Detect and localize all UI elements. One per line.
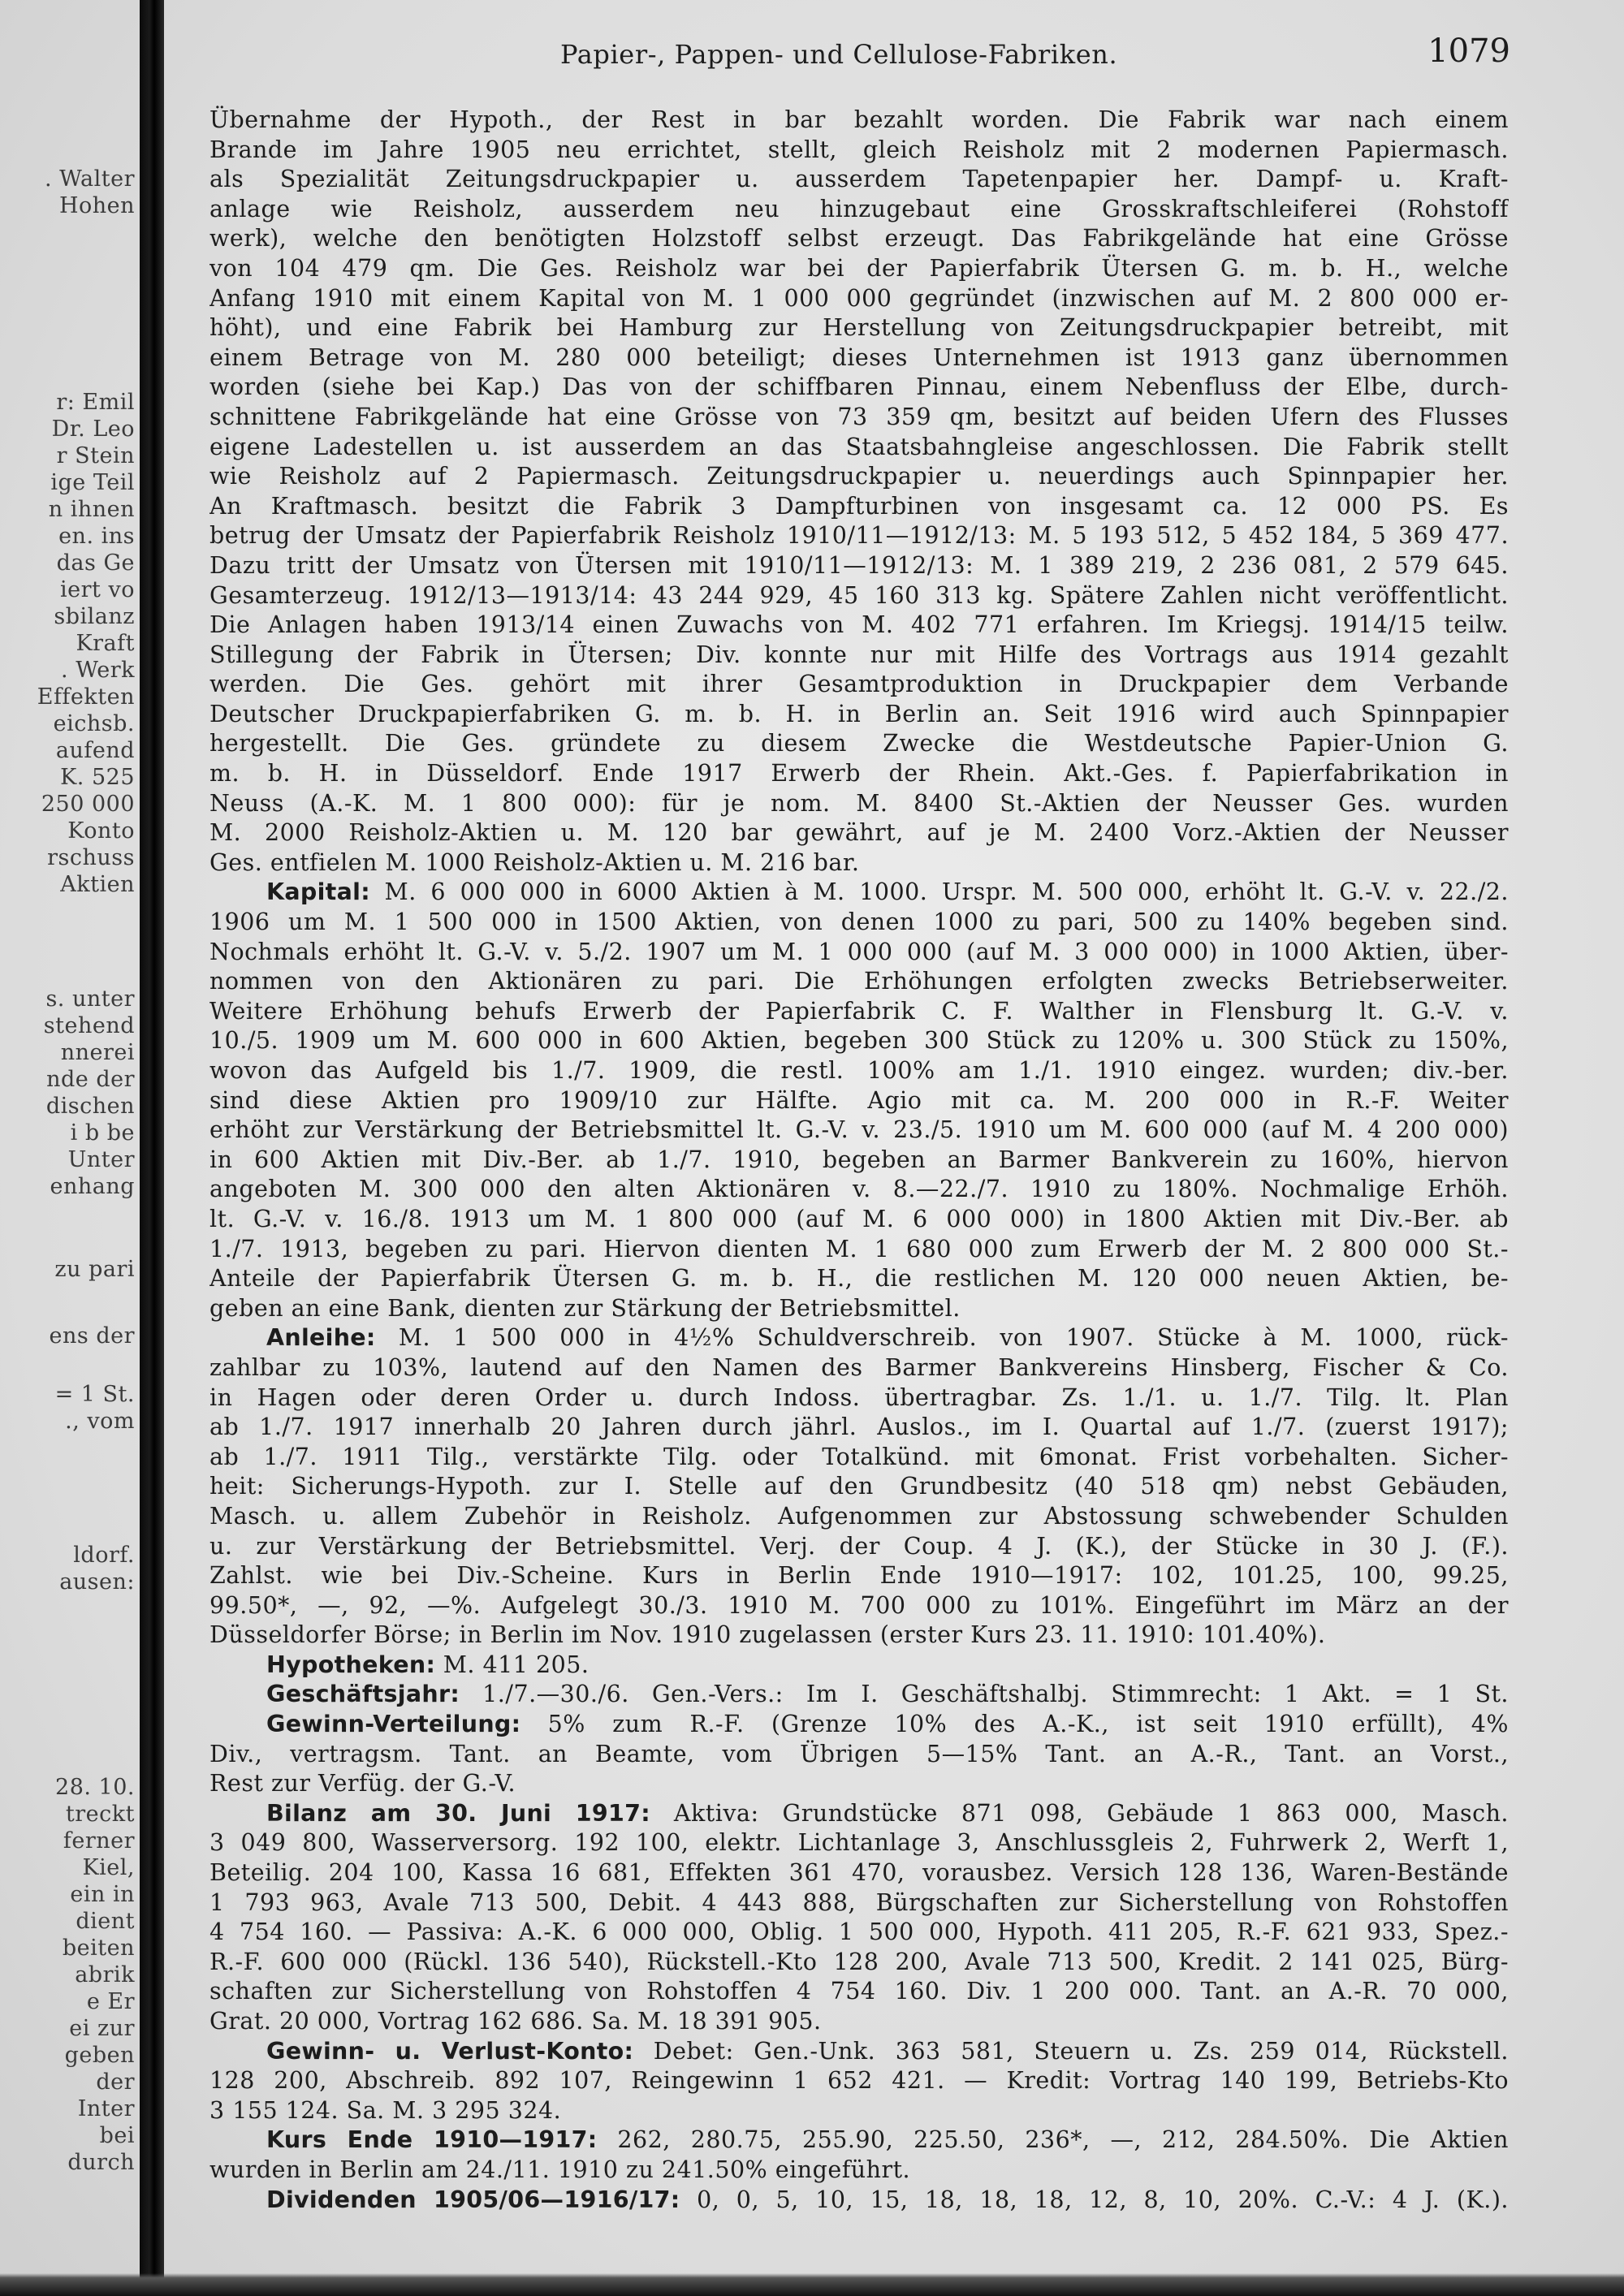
page-number: 1079 [1427,32,1510,70]
line-text: 262, 280.75, 255.90, 225.50, 236*, —, 212, 284.50%. Die Aktien [597,2126,1509,2154]
margin-fragment: i b be [70,1120,135,1146]
text-line [209,908,1509,938]
line-text: Die Anlagen haben 1913/14 einen Zuwachs von M. 402 771 erfahren. Im Kriegsj. 1914/15 teilw. [209,611,1509,639]
line-text: Stillegung der Fabrik in Ütersen; Div. konnte nur mit Hilfe des Vortrags aus 1914 gezahlt [209,641,1509,668]
margin-fragment: ausen: [59,1569,135,1595]
text-line [209,195,1509,225]
margin-fragment: nnerei [60,1040,135,1065]
text-line [209,1561,1509,1591]
margin-fragment: ein in [70,1882,135,1907]
margin-fragment: Hohen [58,193,135,218]
margin-fragment: Konto [67,818,135,844]
line-text: M. 6 000 000 in 6000 Aktien à M. 1000. Urspr. M. 500 000, erhöht lt. G.-V. v. 22./2. [369,878,1509,906]
line-text: 1./7. 1913, begeben zu pari. Hiervon dienten M. 1 680 000 zum Erwerb der M. 2 800 000 St.- [209,1235,1509,1262]
margin-fragment: dient [76,1909,135,1934]
line-text: R.-F. 600 000 (Rückl. 136 540), Rückstell.-Kto 128 200, Avale 713 500, Kredit. 2 141 025, Bürg- [209,1948,1509,1975]
text-line [209,224,1509,254]
text-line [209,1948,1509,1978]
line-text: Beteilig. 204 100, Kassa 16 681, Effekten 361 470, vorausbez. Versich 128 136, Waren-Bestände [209,1859,1509,1887]
section-heading: Kurs Ende 1910—1917: [266,2126,598,2154]
line-text: geben an eine Bank, dienten zur Stärkung der Betriebsmittel. [209,1294,961,1322]
line-text: Übernahme der Hypoth., der Rest in bar bezahlt worden. Die Fabrik war nach einem [209,106,1509,133]
line-text: in Hagen oder deren Order u. durch Indoss. übertragbar. Zs. 1./1. u. 1./7. Tilg. lt. Plan [209,1383,1509,1411]
line-text: Gesamterzeug. 1912/13—1913/14: 43 244 929, 45 160 313 kg. Spätere Zahlen nicht veröffentlicht. [209,581,1509,609]
text-line [209,1532,1509,1562]
line-text: einem Betrage von M. 280 000 beteiligt; dieses Unternehmen ist 1913 ganz übernommen [209,343,1509,371]
text-line [209,462,1509,492]
text-line [209,1116,1509,1146]
text-line [209,611,1509,641]
book-binding-shadow [140,0,164,2296]
margin-fragment: geben [64,2043,135,2068]
text-line [209,106,1509,136]
text-line [209,1769,1509,1799]
text-line [209,1858,1509,1888]
line-text: Anteile der Papierfabrik Ütersen G. m. b. H., die restlichen M. 120 000 neuen Aktien, be- [209,1265,1509,1293]
line-text: betrug der Umsatz der Papierfabrik Reisholz 1910/11—1912/13: M. 5 193 512, 5 452 184, 5 369 477. [209,522,1509,550]
margin-fragment: ., vom [65,1409,135,1434]
margin-fragment: n ihnen [48,497,135,522]
line-text: Weitere Erhöhung behufs Erwerb der Papierfabrik C. F. Walther in Flensburg lt. G.-V. v. [209,997,1509,1025]
line-text: 128 200, Abschreib. 892 107, Reingewinn 1 652 421. — Kredit: Vortrag 140 199, Betriebs-Kto [209,2067,1509,2095]
text-line [209,967,1509,997]
text-line [209,759,1509,789]
line-text: M. 1 500 000 in 4½% Schuldverschreib. von 1907. Stücke à M. 1000, rück- [375,1324,1509,1352]
text-line [209,1086,1509,1116]
line-text: M. 411 205. [435,1651,590,1678]
line-text: ab 1./7. 1911 Tilg., verstärkte Tilg. oder Totalkünd. mit 6monat. Frist vorbehalten. Sicher- [209,1443,1509,1470]
text-line [209,313,1509,343]
margin-fragment: durch [67,2150,135,2175]
line-text: 0, 0, 5, 10, 15, 18, 18, 18, 12, 8, 10, 20%. C.-V.: 4 J. (K.). [680,2186,1509,2213]
text-line [209,670,1509,700]
line-text: Deutscher Druckpapierfabriken G. m. b. H. in Berlin an. Seit 1916 wird auch Spinnpapier [209,700,1509,727]
margin-fragment: K. 525 [60,765,135,790]
text-line [209,848,1509,878]
line-text: nommen von den Aktionären zu pari. Die Erhöhungen erfolgten zwecks Betriebserweiter. [209,968,1509,995]
line-text: wie Reisholz auf 2 Papiermasch. Zeitungsdruckpapier u. neuerdings auch Spinnpapier her. [209,463,1509,490]
margin-fragment: nde der [46,1067,135,1092]
margin-fragment: 28. 10. [55,1775,135,1800]
text-line [209,641,1509,671]
section-heading: Hypotheken: [266,1651,436,1678]
line-text: 4 754 160. — Passiva: A.-K. 6 000 000, Oblig. 1 500 000, Hypoth. 411 205, R.-F. 621 933, Spez.- [209,1918,1509,1946]
text-line [209,1710,1509,1740]
text-line [209,1651,1509,1681]
margin-fragment: bei [99,2123,135,2148]
margin-fragment: Kraft [76,631,135,656]
margin-fragment: ige Teil [50,470,135,495]
text-line [209,492,1509,522]
line-text: 3 155 124. Sa. M. 3 295 324. [209,2096,562,2124]
section-heading: Dividenden 1905/06—1916/17: [266,2186,680,2213]
text-line [209,878,1509,908]
line-text: werden. Die Ges. gehört mit ihrer Gesamtproduktion in Druckpapier dem Verbande [209,671,1509,698]
text-line [209,1888,1509,1918]
line-text: Zahlst. wie bei Div.-Scheine. Kurs in Berlin Ende 1910—1917: 102, 101.25, 100, 99.25, [209,1562,1509,1590]
line-text: Div., vertragsm. Tant. an Beamte, vom Übrigen 5—15% Tant. an A.-R., Tant. an Vorst., [209,1740,1509,1767]
text-line [209,1264,1509,1294]
line-text: werk), welche den benötigten Holzstoff selbst erzeugt. Das Fabrikgelände hat eine Grösse [209,225,1509,252]
line-text: sind diese Aktien pro 1909/10 zur Hälfte. Agio mit ca. M. 200 000 in R.-F. Weiter [209,1086,1509,1114]
margin-fragment: zu pari [54,1257,135,1282]
line-text: höht), und eine Fabrik bei Hamburg zur Herstellung von Zeitungsdruckpapier betreibt, mit [209,314,1509,342]
text-line [209,1383,1509,1413]
line-text: 1 793 963, Avale 713 500, Debit. 4 443 888, Bürgschaften zur Sicherstellung von Rohstoffen [209,1888,1509,1916]
text-line [209,1472,1509,1502]
line-text: Anfang 1910 mit einem Kapital von M. 1 000 000 gegründet (inzwischen auf M. 2 800 000 er- [209,284,1509,312]
text-line [209,2096,1509,2126]
text-line [209,1621,1509,1651]
text-line [209,1918,1509,1948]
text-line [209,2066,1509,2096]
text-line [209,2186,1509,2216]
line-text: Düsseldorfer Börse; in Berlin im Nov. 1910 zugelassen (erster Kurs 23. 11. 1910: 101.40%). [209,1621,1326,1649]
margin-fragment: treckt [65,1802,135,1827]
line-text: von 104 479 qm. Die Ges. Reisholz war bei der Papierfabrik Ütersen G. m. b. H., welche [209,254,1509,282]
line-text: worden (siehe bei Kap.) Das von der schiffbaren Pinnau, einem Nebenfluss der Elbe, durch- [209,373,1509,401]
text-line [209,1740,1509,1770]
text-line [209,1680,1509,1710]
line-text: wovon das Aufgeld bis 1./7. 1909, die restl. 100% am 1./1. 1910 eingez. wurden; div.-ber. [209,1057,1509,1084]
line-text: 5% zum R.-F. (Grenze 10% des A.-K., ist seit 1910 erfüllt), 4% [520,1711,1509,1738]
text-line [209,2007,1509,2037]
text-line [209,1828,1509,1858]
line-text: eigene Ladestellen u. ist ausserdem an das Staatsbahngleise angeschlossen. Die Fabrik stellt [209,433,1509,460]
text-line [209,700,1509,730]
line-text: Dazu tritt der Umsatz von Ütersen mit 1910/11—1912/13: M. 1 389 219, 2 236 081, 2 579 645. [209,551,1509,579]
margin-fragment: der [96,2069,135,2095]
text-line [209,818,1509,848]
margin-fragment: = 1 St. [54,1382,135,1407]
margin-fragment: r Stein [56,443,135,468]
line-text: 3 049 800, Wasserversorg. 192 100, elektr. Lichtanlage 3, Anschlussgleis 2, Fuhrwerk 2, Werft 1, [209,1829,1509,1857]
line-text: als Spezialität Zeitungsdruckpapier u. ausserdem Tapetenpapier her. Dampf- u. Kraft- [209,166,1509,193]
line-text: Neuss (A.-K. M. 1 800 000): für je nom. M. 8400 St.-Aktien der Neusser Ges. wurden [209,789,1509,817]
page-header [203,32,1510,81]
margin-fragment: stehend [43,1013,135,1038]
margin-fragment: ferner [63,1828,135,1854]
text-line [209,284,1509,314]
margin-fragment: sbilanz [54,604,135,629]
line-text: wurden in Berlin am 24./11. 1910 zu 241.50% eingeführt. [209,2156,911,2183]
margin-fragment: ldorf. [73,1543,135,1568]
text-line [209,433,1509,463]
text-line [209,165,1509,195]
line-text: Masch. u. allem Zubehör in Reisholz. Aufgenommen zur Abstossung schwebender Schulden [209,1502,1509,1530]
line-text: 1./7.—30./6. Gen.-Vers.: Im I. Geschäftshalbj. Stimmrecht: 1 Akt. = 1 St. [460,1681,1509,1708]
text-line [209,2156,1509,2186]
line-text: Nochmals erhöht lt. G.-V. v. 5./2. 1907 um M. 1 000 000 (auf M. 3 000 000) in 1000 Aktien, über- [209,938,1509,965]
line-text: Aktiva: Grundstücke 871 098, Gebäude 1 863 000, Masch. [650,1799,1509,1827]
margin-fragment: en. ins [58,524,135,549]
adjacent-page-fragments [0,0,140,2296]
line-text: lt. G.-V. v. 16./8. 1913 um M. 1 800 000 (auf M. 6 000 000) in 1800 Aktien mit Div.-Ber. ab [209,1205,1509,1232]
line-text: Rest zur Verfüg. der G.-V. [209,1770,516,1798]
line-text: angeboten M. 300 000 den alten Aktionären v. 8.—22./7. 1910 zu 180%. Nochmalige Erhöh. [209,1176,1509,1203]
section-heading: Gewinn-Verteilung: [266,1711,521,1738]
line-text: An Kraftmasch. besitzt die Fabrik 3 Dampfturbinen von insgesamt ca. 12 000 PS. Es [209,492,1509,520]
margin-fragment: beiten [62,1936,135,1961]
margin-fragment: ens der [49,1323,135,1349]
text-line [209,789,1509,819]
line-text: m. b. H. in Düsseldorf. Ende 1917 Erwerb der Rhein. Akt.-Ges. f. Papierfabrikation in [209,760,1509,788]
margin-fragment: enhang [50,1174,135,1199]
text-line [209,403,1509,433]
text-line [209,729,1509,759]
margin-fragment: dischen [45,1094,135,1119]
margin-fragment: s. unter [45,986,135,1012]
text-line [209,1799,1509,1829]
page-bottom-edge [0,2273,1624,2296]
margin-fragment: Inter [77,2096,135,2121]
margin-fragment: . Walter [44,166,135,192]
text-line [209,2037,1509,2067]
margin-fragment: e Er [86,1989,135,2014]
text-line [209,1443,1509,1473]
line-text: u. zur Verstärkung der Betriebsmittel. Verj. der Coup. 4 J. (K.), der Stücke in 30 J. (F.). [209,1532,1509,1560]
text-line [209,373,1509,403]
text-line [209,1591,1509,1621]
line-text: zahlbar zu 103%, lautend auf den Namen des Barmer Bankvereins Hinsberg, Fischer & Co. [209,1353,1509,1381]
text-line [209,581,1509,611]
margin-fragment: das Ge [56,550,135,576]
text-line [209,254,1509,284]
text-line [209,1056,1509,1086]
margin-fragment: Kiel, [82,1855,135,1880]
text-line [209,1146,1509,1176]
section-heading: Kapital: [266,878,370,906]
text-line [209,997,1509,1027]
line-text: erhöht zur Verstärkung der Betriebsmittel lt. G.-V. v. 23./5. 1910 um M. 600 000 (auf M. 4 200 000) [209,1116,1509,1144]
line-text: Debet: Gen.-Unk. 363 581, Steuern u. Zs. 259 014, Rückstell. [633,2037,1509,2065]
line-text: schaften zur Sicherstellung von Rohstoffen 4 754 160. Div. 1 200 000. Tant. an A.-R. 70 000, [209,1978,1509,2005]
text-line [209,1413,1509,1443]
text-line [209,521,1509,551]
line-text: 10./5. 1909 um M. 600 000 in 600 Aktien, begeben 300 Stück zu 120% u. 300 Stück zu 150%, [209,1027,1509,1055]
text-line [209,1026,1509,1056]
margin-fragment: r: Emil [56,390,135,415]
margin-fragment: Aktien [60,872,135,897]
line-text: Brande im Jahre 1905 neu errichtet, stellt, gleich Reisholz mit 2 modernen Papiermasch. [209,136,1509,163]
line-text: 99.50*, —, 92, —%. Aufgelegt 30./3. 1910 M. 700 000 zu 101%. Eingeführt im März an der [209,1591,1509,1619]
text-line [209,1205,1509,1235]
text-line [209,1175,1509,1205]
text-line [209,1977,1509,2007]
line-text: Grat. 20 000, Vortrag 162 686. Sa. M. 18 391 905. [209,2008,822,2035]
margin-fragment: eichsb. [53,711,135,736]
margin-fragment: 250 000 [41,792,135,817]
margin-fragment: Effekten [37,684,135,710]
text-line [209,551,1509,581]
margin-fragment: . Werk [61,658,135,683]
line-text: M. 2000 Reisholz-Aktien u. M. 120 bar gewährt, auf je M. 2400 Vorz.-Aktien der Neusser [209,819,1509,847]
line-text: in 600 Aktien mit Div.-Ber. ab 1./7. 1910, begeben an Barmer Bankverein zu 160%, hiervon [209,1146,1509,1173]
text-line [209,1502,1509,1532]
line-text: anlage wie Reisholz, ausserdem neu hinzugebaut eine Grosskraftschleiferei (Rohstoff [209,195,1509,222]
margin-fragment: Unter [67,1147,135,1172]
text-line [209,1353,1509,1383]
running-head: Papier-, Pappen- und Cellulose-Fabriken. [560,39,1118,70]
text-line [209,938,1509,968]
section-heading: Bilanz am 30. Juni 1917: [266,1799,650,1827]
margin-fragment: iert vo [60,577,135,602]
text-line [209,1323,1509,1353]
line-text: 1906 um M. 1 500 000 in 1500 Aktien, von denen 1000 zu pari, 500 zu 140% begeben sind. [209,908,1509,936]
line-text: schnittene Fabrikgelände hat eine Grösse von 73 359 qm, besitzt auf beiden Ufern des Flusses [209,403,1509,430]
margin-fragment: aufend [55,738,135,763]
section-heading: Geschäftsjahr: [266,1681,460,1708]
section-heading: Gewinn- u. Verlust-Konto: [266,2037,634,2065]
body-text [209,106,1509,2215]
margin-fragment: abrik [75,1962,135,1987]
text-line [209,1294,1509,1324]
text-line [209,343,1509,373]
text-line [209,2126,1509,2156]
margin-fragment: Dr. Leo [51,416,135,442]
section-heading: Anleihe: [266,1324,376,1352]
margin-fragment: rschuss [47,845,135,870]
line-text: ab 1./7. 1917 innerhalb 20 Jahren durch jährl. Auslos., im I. Quartal auf 1./7. (zuerst 1917); [209,1413,1509,1441]
line-text: hergestellt. Die Ges. gründete zu diesem Zwecke die Westdeutsche Papier-Union G. [209,730,1509,757]
margin-fragment: ei zur [69,2016,135,2041]
line-text: Ges. entfielen M. 1000 Reisholz-Aktien u. M. 216 bar. [209,848,860,876]
text-line [209,1235,1509,1265]
line-text: heit: Sicherungs-Hypoth. zur I. Stelle auf den Grundbesitz (40 518 qm) nebst Gebäuden, [209,1473,1509,1500]
text-line [209,136,1509,166]
